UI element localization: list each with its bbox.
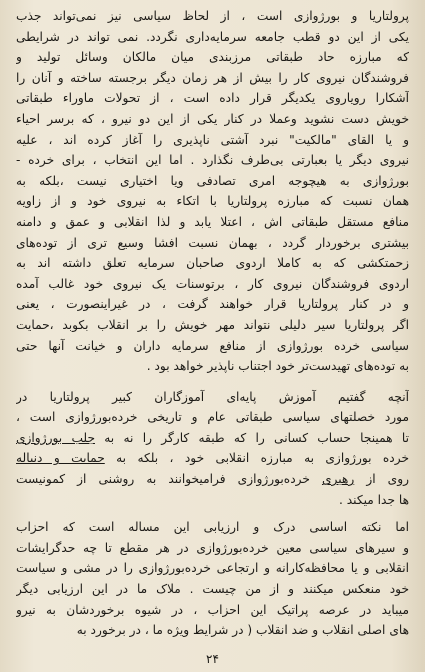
- text-line: خویش دست نشوید وعملا در کنار یکی از این دو نیرو ، که برسر احیاء: [16, 111, 409, 126]
- text-line: و یا القای "مالکیت" نبرد آشتی ناپذیری را آغاز کرده اند ، علیه: [16, 132, 409, 147]
- text-line: و در کنار پرولتاریا قرار خواهند گرفت ، در غیراینصورت ، یعنی: [16, 297, 409, 312]
- text-line: روی از رهبری خرده‌بورژوازی فرامیخوانند به روشنی از کمونیست: [16, 472, 409, 487]
- body-text: [16, 6, 409, 641]
- text-line: و سیرهای سیاسی معین خرده‌بورژوازی در هر مقطع تا چه حدگرایشات: [16, 540, 409, 555]
- text-line: همان نسبت که مبارزه پرولتاریا با اتکاء به نیروی خود و از زاویه: [16, 194, 409, 209]
- text-line: میباید در عرصه پراتیک این احزاب ، در شیوه برخوردشان به نیرو: [16, 602, 409, 617]
- text-line: فروشندگان نیروی کار را بیش از هر زمان دیگر برجسته ساخته و آنان را: [16, 70, 409, 85]
- text-line: اگر پرولتاریا سیر دلیلی نتواند مهر خویش را بر انقلاب بکوبد ،حمایت: [16, 317, 409, 332]
- text-line: خرده بورژوازی به مبارزه انقلابی خود ، بلکه به حمایت و دنباله: [16, 451, 409, 466]
- paragraph-gap: [16, 377, 409, 387]
- text-line: ها جدا میکند .: [339, 492, 409, 507]
- text-line: تا همینجا حساب کسانی را که طبقه کارگر را نه به جلب بورژوازی: [16, 430, 409, 445]
- text-line: منافع مستقل طبقاتی اش ، اعتلا یابد و لذا انقلابی و عمق و دامنه: [16, 214, 409, 229]
- text-line: یکی از این دو قطب جامعه سرمایه‌داری نگردد. نمی تواند در شرایطی: [16, 29, 409, 44]
- text-line: های اصلی انقلاب و ضد انقلاب ( در شرایط ویژه ما ، در برخورد به: [76, 623, 409, 638]
- text-line: مورد خصلتهای سیاسی طبقاتی عام و تاریخی خرده‌بورژوازی است ،: [16, 410, 409, 425]
- text-line: اما نکته اساسی درک و ارزیابی این مساله است که احزاب: [16, 520, 409, 535]
- paragraph-gap: [16, 510, 409, 517]
- text-line: بورژوازی به هیچوجه امری تصادفی ویا اختیاری نیست ،بلکه به: [16, 173, 409, 188]
- text-line: خود منعکس میکنند و از من چیست . ملاک ما در این ارزیابی دیگر: [16, 582, 409, 597]
- text-line: اردوی فروشندگان نیروی کار ، برتوسنات یک نیروی خود غالب آمده: [16, 276, 409, 291]
- text-line: زحمتکشی که به کاملا اردوی صاحبان سرمایه تعلق داشته اند به: [16, 256, 409, 271]
- underlined-phrase: جلب بورژوازی: [16, 430, 95, 445]
- paragraph-3: [16, 517, 409, 641]
- text-line: بیشتری برخوردار گردد ، بهمان نسبت افشا وسیع تری از توده‌های: [16, 235, 409, 250]
- paragraph-2: [16, 387, 409, 511]
- paragraph-1: [16, 6, 409, 377]
- text-line: نیروی دیگر یا بعبارتی بی‌طرف نگذارد . اما این انتخاب ، برای خرده -: [16, 153, 409, 168]
- text-line: به توده‌های تهیدست‌تر خود اجتناب ناپذیر خواهد بود .: [146, 359, 409, 374]
- text-line: پرولتاریا و بورژوازی است ، از لحاظ سیاسی نیز نمی‌تواند جذب: [16, 9, 409, 23]
- text-line: که مبارزه حاد طبقاتی مرزبندی میان مالکان وسائل تولید و: [16, 50, 409, 65]
- underlined-phrase: حمایت و دنباله: [16, 451, 105, 466]
- text-line: انقلابی و یا محافظه‌کارانه و ارتجاعی خرده‌بورژوازی را در مشی و سیاست: [16, 561, 409, 576]
- underlined-phrase: رهبری: [321, 472, 355, 487]
- page-number: ۲۴: [206, 652, 219, 666]
- text-line: سیاسی خرده بورژوازی از منافع سرمایه داران و خیانت آنها حتی: [16, 338, 409, 353]
- text-line: آشکارا رویاروی یکدیگر قرار داده است ، از تحولات ماوراء طبقاتی: [16, 91, 409, 106]
- text-line: آنچه گفتیم آموزش پایه‌ای آموزگاران کبیر پرولتاریا در: [16, 389, 409, 404]
